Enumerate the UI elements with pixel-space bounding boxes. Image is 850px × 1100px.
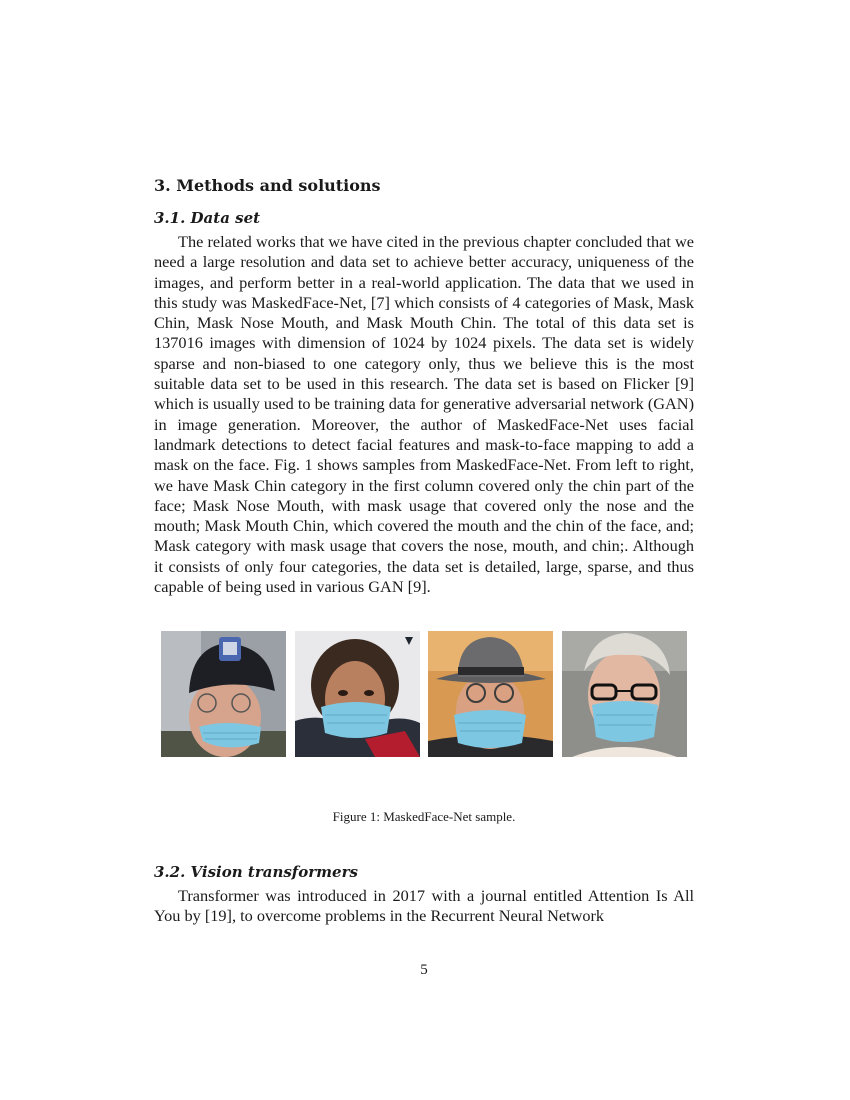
section-heading: 3. Methods and solutions (154, 176, 381, 195)
sample-image-mask (562, 631, 687, 757)
subsection-heading-vision-transformers: 3.2. Vision transformers (154, 863, 358, 881)
sample-image-mask-chin (161, 631, 286, 757)
sample-image-mask-nose-mouth (295, 631, 420, 757)
sample-image-mask-mouth-chin (428, 631, 553, 757)
paragraph-data-set: The related works that we have cited in the previous chapter concluded that we need a large resolution and data set to achieve better accuracy, uniqueness of the images, and perform better in a real-world application. The data that we used in this study was MaskedFace-Net, [7] which consists of 4 categories of Mask, Mask Chin, Mask Nose Mouth, and Mask Mouth Chin. The total of this data set is 137016 images with dimension of 1024 by 1024 pixels. The data set is widely sparse and non-biased to one category only, thus we believe this is the most suitable data set to be used in this research. The data set is based on Flicker [9] which is usually used to be training data for generative adversarial network (GAN) in image generation. Moreover, the author of MaskedFace-Net uses facial landmark detections to detect facial features and mask-to-face mapping to add a mask on the face. Fig. 1 shows samples from MaskedFace-Net. From left to right, we have Mask Chin category in the first column covered only the chin part of the face; Mask Nose Mouth, with mask usage that covered only the nose and the mouth; Mask Mouth Chin, which covered the mouth and the chin of the face, and; Mask category with mask usage that covers the nose, mouth, and chin;. Although it consists of only four categories, the data set is detailed, large, sparse, and thus capable of being used in various GAN [9]. (154, 232, 694, 597)
figure-maskedface-samples (161, 631, 687, 757)
paragraph-vision-transformers: Transformer was introduced in 2017 with a journal entitled Attention Is All You by [19], to overcome problems in the Recurrent Neural Network (154, 886, 694, 926)
subsection-heading-data-set: 3.1. Data set (154, 209, 261, 227)
page-number: 5 (420, 962, 428, 978)
figure-caption: Figure 1: MaskedFace-Net sample. (332, 809, 516, 824)
